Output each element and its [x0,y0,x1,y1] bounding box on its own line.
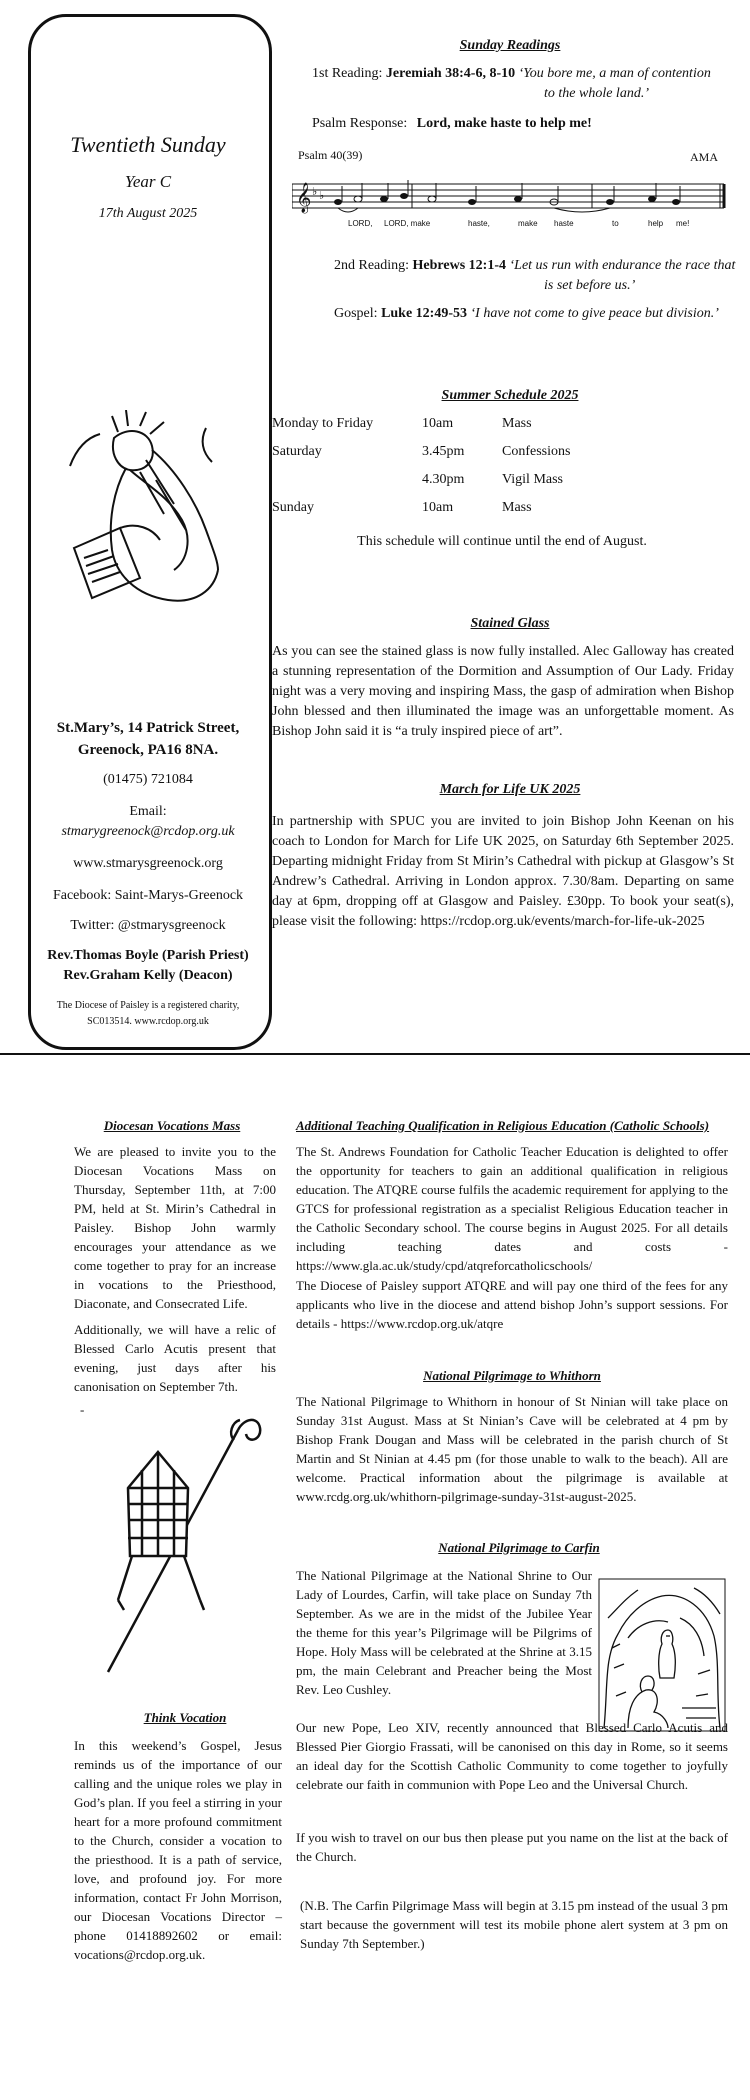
lyric-3: make [518,219,538,228]
schedule-event: Mass [502,500,532,515]
first-reading-quote-end: to the whole land.’ [544,86,649,101]
charity-line2: SC013514. www.rcdop.org.uk [87,1016,209,1027]
schedule-row [272,410,732,438]
atqre-heading: Additional Teaching Qualification in Religious Education (Catholic Schools) [296,1118,710,1133]
cover-date: 17th August 2025 [98,206,198,221]
schedule-heading: Summer Schedule 2025 [441,388,579,403]
schedule-event: Confessions [502,444,571,459]
gospel-label: Gospel: [334,306,378,321]
lyric-0: LORD, [348,219,373,228]
deacon: Rev.Graham Kelly (Deacon) [63,968,233,983]
vocations-mass-body: We are pleased to invite you to the Diocesan Vocations Mass on Thursday, September 11th, at 7:00 PM, held at St. Mirin’s Cathedral in Paisley. Bishop John warmly encourages your attendance as we come together to pray for an increase in vocations to the Priesthood, Diaconate, and Consecrated Life. [74,1144,276,1311]
carfin-heading: National Pilgrimage to Carfin [438,1540,600,1555]
stained-glass-heading: Stained Glass [470,616,550,631]
whithorn-body: The National Pilgrimage to Whithorn in honour of St Ninian will take place on Sunday 31st August. Mass at St Ninian’s Cave will be celebrated at 4 pm by Bishop Frank Dougan and Mass will be celebrated in the parish church of St Martin and St Ninian at 4.45 pm (for those unable to walk to the beach). All are welcome. Practical information about the pilgrimage is available at www.rcdg.org.uk/whithorn-pilgrimage-sunday-31st-august-2025. [296,1394,728,1504]
parish-priest: Rev.Thomas Boyle (Parish Priest) [47,948,249,963]
schedule-table [272,410,732,522]
think-vocation-body: In this weekend’s Gospel, Jesus reminds us of the importance of our calling and the unique roles we play in God’s plan. If you feel a stirring in your heart for a more profound commitment to the Church, consider a vocation to the priesthood. It is a path of service, love, and profound joy. For more information, contact Fr John Morrison, our Diocesan Vocations Director – phone 01418892602 or email: vocations@rcdop.org.uk. [74,1738,282,1962]
carfin-bus: If you wish to travel on our bus then please put you name on the list at the back of the Church. [296,1830,728,1864]
second-reading-label: 2nd Reading: [334,258,410,273]
psalm-ref: Psalm 40(39) [298,148,363,162]
twitter-link[interactable]: Twitter: @stmarysgreenock [70,918,226,933]
first-reading-ref: Jeremiah 38:4-6, 8-10 [385,66,516,81]
schedule-event: Mass [502,416,532,431]
schedule-time: 10am [422,416,454,431]
lyric-5: to [612,219,619,228]
carfin-note: (N.B. The Carfin Pilgrimage Mass will begin at 3.15 pm instead of the usual 3 pm start because the government will test its mobile phone alert system at 3 pm on Sunday 7th September.) [300,1898,728,1951]
vocations-mass-relic: Additionally, we will have a relic of Blessed Carlo Acutis present that evening, just days after his canonisation on September 7th. [74,1322,276,1394]
cover-year: Year C [124,172,172,191]
dash-mark: - [80,1402,85,1417]
think-vocation-heading: Think Vocation [143,1710,227,1725]
schedule-row [272,494,732,522]
schedule-row [272,466,732,494]
carfin-canonisation: Our new Pope, Leo XIV, recently announced that Blessed Carlo Acutis and Blessed Pier Giorgio Frassati, will be canonised on this day in Rome, so it seems an ideal day for the Scottish Catholic Community to come together to joyfully celebrate our faith in communion with Pope Leo and the Universal Church. [296,1720,728,1792]
address-line1: St.Mary’s, 14 Patrick Street, [56,720,240,736]
svg-text:♭: ♭ [319,190,325,202]
second-reading-quote: ‘Let us run with endurance the race that [509,258,736,273]
psalm-response [312,116,592,132]
lyric-7: me! [676,219,690,228]
vocations-mass-heading: Diocesan Vocations Mass [103,1118,241,1133]
schedule-day: Sunday [272,500,314,515]
lyric-1: LORD, make [384,219,431,228]
website-link[interactable]: www.stmarysgreenock.org [73,856,223,871]
schedule-row [272,438,732,466]
psalm-music-staff [292,178,728,236]
schedule-day: Saturday [272,444,322,459]
first-reading-quote: ‘You bore me, a man of contention [518,66,711,81]
lyric-2: haste, [468,219,490,228]
gospel-reading [334,306,719,322]
second-reading-ref: Hebrews 12:1-4 [412,258,506,273]
march-heading: March for Life UK 2025 [439,782,581,797]
cover-title: Twentieth Sunday [70,132,226,157]
jeremiah-illustration [56,410,236,610]
second-reading [334,258,735,274]
lourdes-grotto-illustration [598,1578,726,1732]
page-divider [0,1053,750,1055]
facebook-link[interactable]: Facebook: Saint-Marys-Greenock [52,888,244,903]
first-reading [312,66,711,82]
schedule-event: Vigil Mass [502,472,563,487]
phone-number: (01475) 721084 [103,772,193,787]
charity-line1: The Diocese of Paisley is a registered charity, [56,1000,240,1011]
address-line2: Greenock, PA16 8NA. [77,742,219,758]
schedule-note: This schedule will continue until the end of August. [357,534,647,549]
schedule-day: Monday to Friday [272,416,374,431]
gospel-quote: ‘I have not come to give peace but division.’ [470,306,719,321]
schedule-time: 4.30pm [422,472,465,487]
schedule-time: 10am [422,500,454,515]
second-reading-quote-end: is set before us.’ [544,278,636,293]
first-reading-label: 1st Reading: [312,66,383,81]
gospel-ref: Luke 12:49-53 [381,306,468,321]
svg-text:♭: ♭ [312,186,318,198]
email-label: Email: [129,804,167,819]
readings-heading: Sunday Readings [459,38,561,53]
atqre-body: The St. Andrews Foundation for Catholic Teacher Education is delighted to offer the opportunity for teachers to gain an additional qualification in religious education. The ATQRE course fulfils the academic requirement for applying to the GTCS for professional registration as a specialist Religious Education teacher in the Catholic Secondary school. The course begins in August 2025. For all details including teaching dates and costs - https://www.gla.ac.uk/study/cpd/atqreforcatholicschools/ [296,1144,728,1273]
email-link[interactable]: stmarygreenock@rcdop.org.uk [61,824,235,839]
atqre-support: The Diocese of Paisley support ATQRE and will pay one third of the fees for any applicants who live in the diocese and attend bishop John’s support sessions. For details - https://www.rcdop.org.uk/atqre [296,1278,728,1331]
whithorn-heading: National Pilgrimage to Whithorn [423,1368,601,1383]
lyric-6: help [648,219,664,228]
psalm-composer: AMA [690,150,719,164]
schedule-time: 3.45pm [422,444,465,459]
march-body: In partnership with SPUC you are invited to join Bishop John Keenan on his coach to London for March for Life UK 2025, on Saturday 6th September 2025. Departing midnight Friday from St Mirin’s Cathedral with pickup at Glasgow’s St Andrew’s Cathedral. Arriving in London approx. 7.30/8am. Departing on same day at 6pm, dropping off at Glasgow and Paisley. £30pp. To book your seat(s), please visit the following: https://rcdop.org.uk/events/march-for-life-uk-2025 [272,814,734,929]
lyric-4: haste [554,219,574,228]
svg-text:𝄞: 𝄞 [296,183,312,213]
psalm-text: Lord, make haste to help me! [416,116,592,131]
carfin-body: The National Pilgrimage at the National Shrine to Our Lady of Lourdes, Carfin, will take place on Sunday 7th September. As we are in the midst of the Jubilee Year the theme for this year’s Pilgrimage will be Pilgrims of Hope. Holy Mass will be celebrated at the Shrine at 3.15 pm, the main Celebrant and Preacher being the Most Rev. Leo Cushley. [296,1568,592,1697]
stained-glass-body: As you can see the stained glass is now fully installed. Alec Galloway has created a stunning representation of the Dormition and Assumption of Our Lady. Friday night was a very moving and inspiring Mass, the gasp of admiration when Bishop John blessed and then illuminated the image was an unforgettable moment. As Bishop John said it is “a truly inspired piece of art”. [272,644,734,739]
crozier-mitre-illustration [88,1400,268,1680]
psalm-label: Psalm Response: [312,116,408,131]
